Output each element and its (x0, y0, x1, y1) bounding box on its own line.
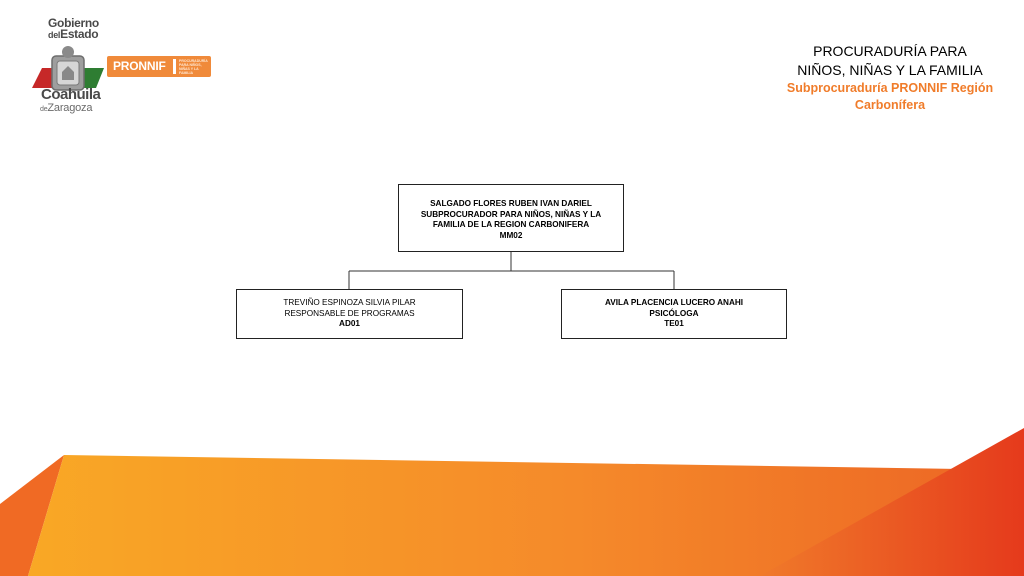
pronnif-text: PRONNIF (113, 59, 166, 73)
coahuila-text: Coahuila (41, 86, 101, 103)
root-title-line1: SUBPROCURADOR PARA NIÑOS, NIÑAS Y LA (420, 209, 602, 219)
header-title-line1: PROCURADURÍA PARA (813, 43, 967, 59)
right-role: PSICÓLOGA (649, 308, 699, 318)
gobierno-text: Gobierno (48, 16, 99, 30)
header-subtitle-line1: Subprocuraduría PRONNIF Región (786, 81, 994, 95)
root-code: MM02 (499, 230, 523, 240)
root-title-line2: FAMILIA DE LA REGION CARBONIFERA (432, 220, 590, 229)
header-subtitle-line2: Carbonífera (854, 98, 926, 112)
del-text: del (48, 30, 61, 40)
left-code: AD01 (339, 319, 360, 328)
zaragoza-text: Zaragoza (47, 102, 93, 114)
right-name: AVILA PLACENCIA LUCERO ANAHI (604, 298, 744, 307)
estado-text: Estado (60, 27, 99, 41)
root-name: SALGADO FLORES RUBEN IVAN DARIEL (430, 199, 592, 208)
left-role: RESPONSABLE DE PROGRAMAS (284, 308, 415, 318)
left-name: TREVIÑO ESPINOZA SILVIA PILAR (283, 298, 416, 307)
de-text: de (40, 106, 48, 113)
header-title-line2: NIÑOS, NIÑAS Y LA FAMILIA (797, 62, 983, 78)
right-code: TE01 (664, 319, 684, 328)
pronnif-subtitle: PROCURADURÍA PARA NIÑOS, NIÑAS Y LA FAMILIA (179, 59, 208, 75)
